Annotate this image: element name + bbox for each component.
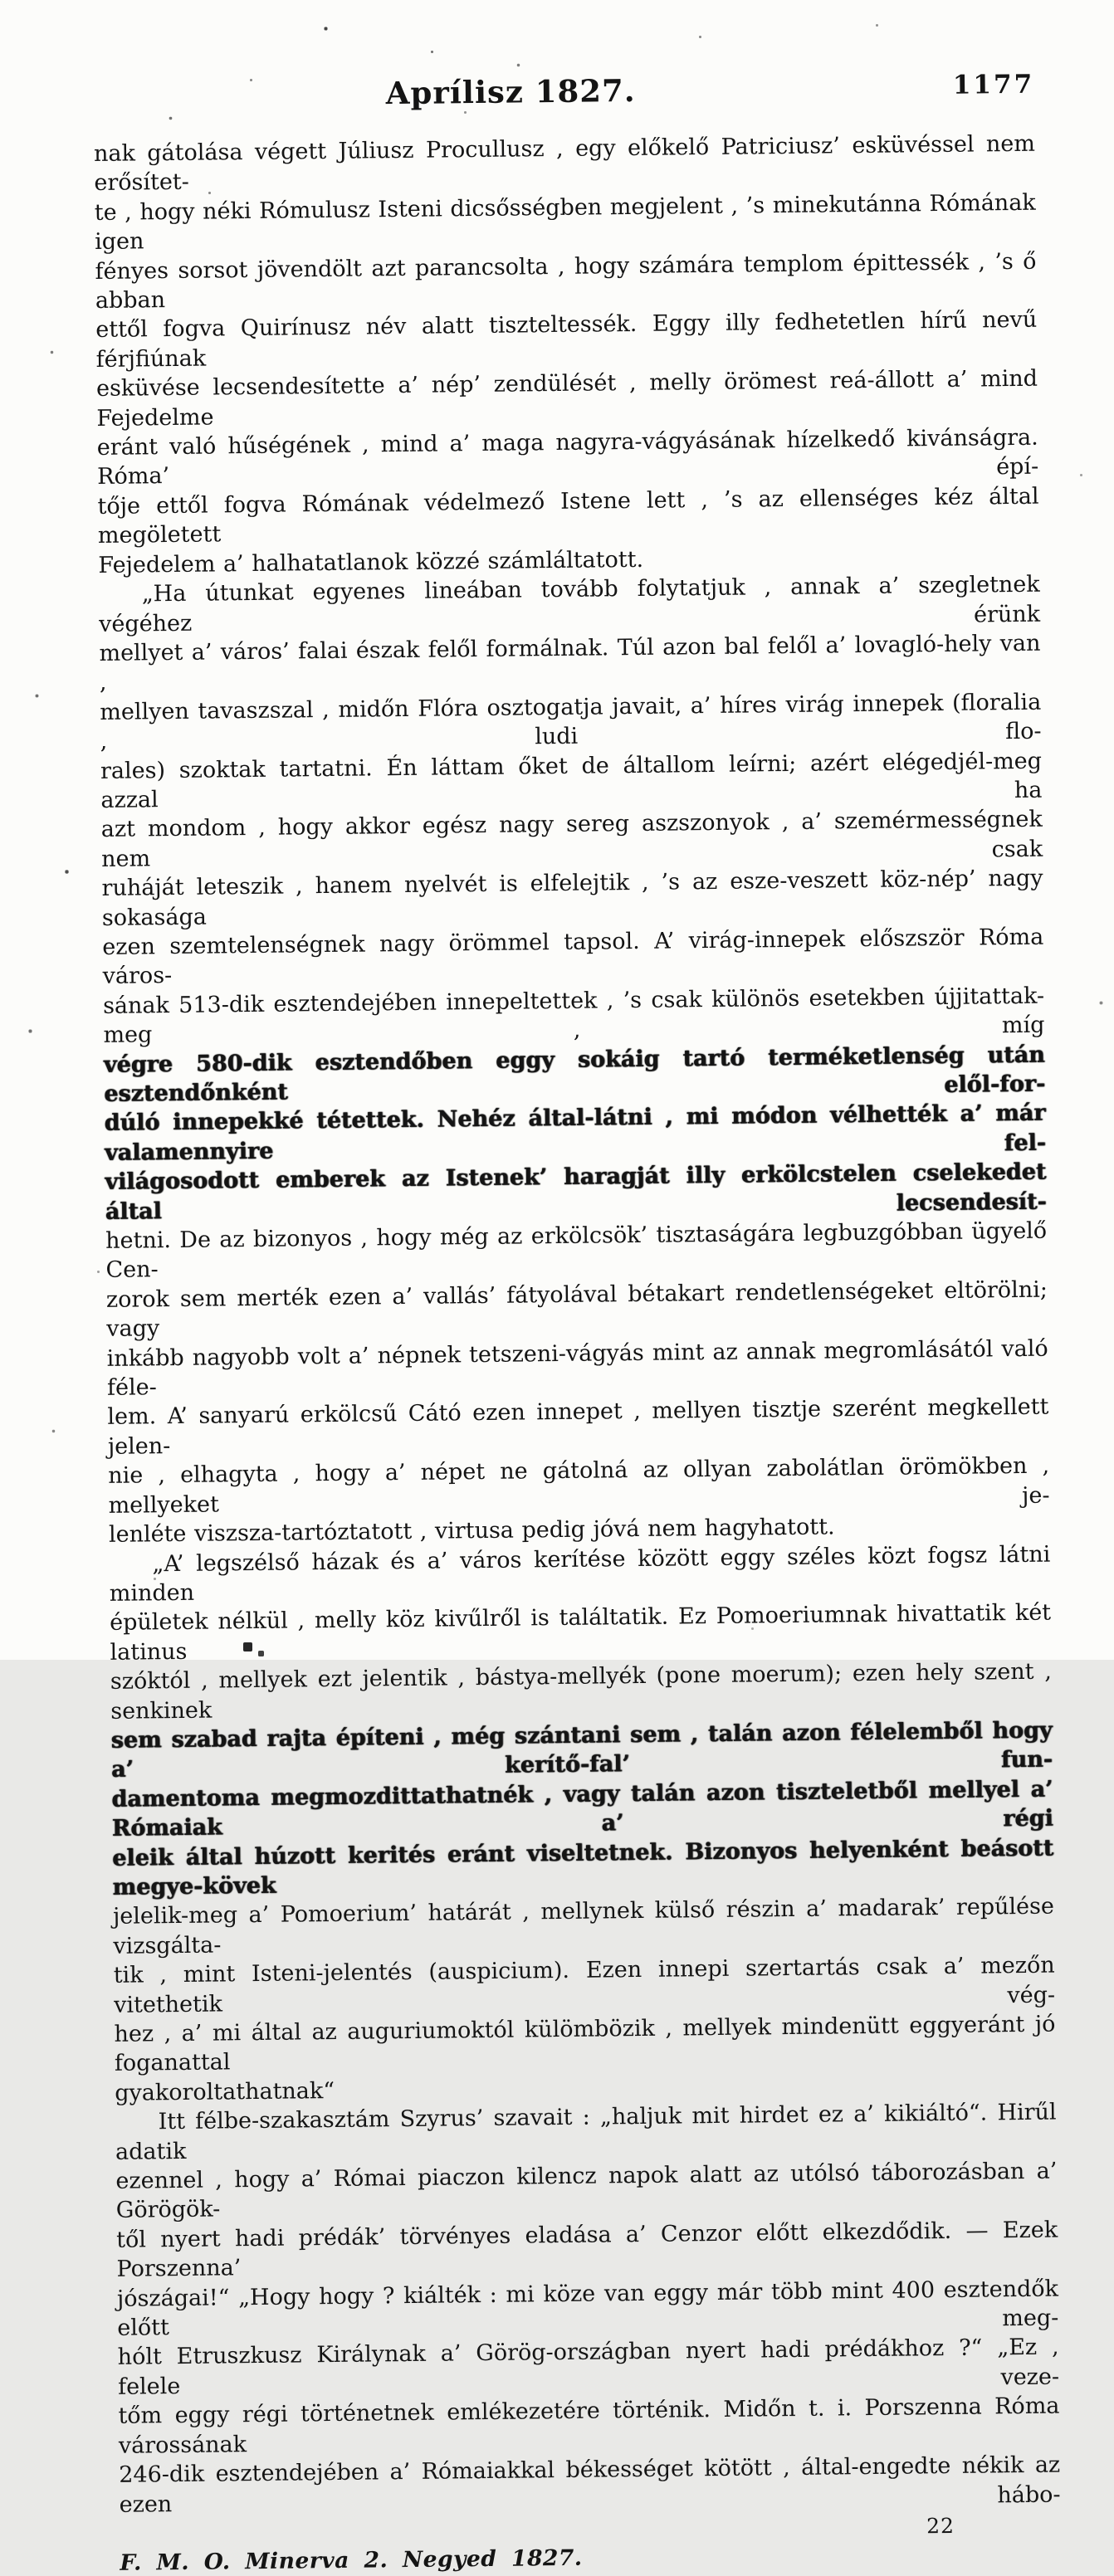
page-content [93,68,1062,2576]
signature-number: 22 [926,2513,955,2539]
text-line: nie , elhagyta , hogy a’ népet ne gátolná az ollyan zabolátlan örömökben , mellyeket je- [108,1452,1050,1519]
page-title: Aprílisz 1827. [385,71,636,112]
paragraph [94,129,1040,580]
text-line: hólt Etruszkusz Királynak a’ Görög-országban nyert hadi prédákhoz ?“ „Ez , felele veze- [117,2334,1060,2400]
page-number: 1177 [952,69,1035,100]
text-line: te , hogy néki Rómulusz Isteni dicsősségben megjelent , ’s minekutánna Rómának igen [94,189,1036,256]
text-line: épületek nélkül , melly köz kivűlről is találtatik. Ez Pomoeriumnak hivattatik két latinus [109,1599,1052,1666]
text-line: inkább nagyobb volt a’ népnek tetszeni-vágyás mint az annak megromlásától való féle- [106,1335,1048,1401]
text-line: ezennel , hogy a’ Római piaczon kilencz napok alatt az utólsó táborozásban a’ Görögök- [115,2158,1058,2224]
text-line: mellyen tavaszszal , midőn Flóra osztogatja javait, a’ híres virág innepek (floralia , ludi flo- [100,689,1042,755]
text-line: „A’ legszélső házak és a’ város kerítése között eggy széles közt fogsz látni minden [109,1541,1051,1607]
text-line: esküvése lecsendesítette a’ nép’ zendülését , melly örömest reá-állott a’ mind Fejedelme [95,365,1038,432]
text-line: sának 513-dik esztendejében innepeltettek , ’s csak különös esetekben újjitattak-meg , míg [102,983,1045,1049]
text-line: jószágai!“ „Hogy hogy ? kiálték : mi köze van eggy már több mint 400 esztendők előtt meg- [116,2276,1059,2341]
body-text [94,129,1061,2520]
text-line: ruháját leteszik , hanem nyelvét is elfelejtik , ’s az esze-veszett köz-nép’ nagy sokasága [101,865,1043,931]
text-line: rales) szoktak tartatni. Én láttam őket de általlom leírni; azért elégedjél-meg azzal ha [100,748,1043,813]
text-line: tik , mint Isteni-jelentés (auspicium). Ezen innepi szertartás csak a’ mezőn vitethetik vég- [113,1952,1056,2018]
text-line: Itt félbe-szakasztám Szyrus’ szavait : „haljuk mit hirdet ez a’ kikiáltó“. Hirűl adatik [115,2099,1057,2165]
text-line: gyakoroltathatnak“ [115,2077,335,2106]
text-line: fényes sorsot jövendölt azt parancsolta , hogy számára templom épittessék , ’s ő abban [95,248,1037,315]
text-line: azt mondom , hogy akkor egész nagy sereg aszszonyok , a’ szemérmességnek nem csak [100,807,1043,872]
text-line: szóktól , mellyek ezt jelentik , bástya-mellyék (pone moerum); ezen hely szent , senkinek [110,1658,1053,1725]
text-line: világosodott emberek az Istenek’ haragját illy erkölcstelen cselekedet által lecsendesít- [105,1159,1047,1225]
text-line: hez , a’ mi által az auguriumoktól külömbözik , mellyek mindenütt eggyeránt jó foganattal [114,2011,1056,2077]
paragraph [115,2098,1060,2520]
text-line: lem. A’ sanyarú erkölcsű Cátó ezen innepet , mellyen tisztje szerént megkellett jelen- [107,1394,1049,1460]
text-line: jelelik-meg a’ Pomoerium’ határát , mellynek külső részin a’ madarak’ repűlése vizsgálta- [112,1893,1055,1959]
page-header [93,68,1035,133]
paragraph [99,570,1051,1550]
ink-speckles [0,0,1,1]
text-line: 246-dik esztendejében a’ Rómaiakkal békességet kötött , által-engedte nékik az ezen hábo- [119,2452,1061,2518]
text-line: lenléte viszsza-tartóztatott , virtusa pedig jóvá nem hagyhatott. [108,1514,835,1548]
text-line: eleik által húzott kerités eránt viseltetnek. Bizonyos helyenként beásott megye-kövek [112,1835,1054,1900]
text-line: damentoma megmozdittathatnék , vagy talán azon tiszteletből mellyel a’ Rómaiak a’ régi [111,1776,1053,1842]
text-line: sem szabad rajta építeni , még szántani sem , talán azon félelemből hogy a’ kerítő-fal’ fun- [110,1717,1053,1783]
footer-imprint: F. M. O. Minerva 2. Negyed 1827. [120,2544,583,2576]
text-line: Fejedelem a’ halhatatlanok közzé számláltatott. [98,546,644,578]
text-line: ettől fogva Quirínusz név alatt tiszteltessék. Eggy illy fedhetetlen hírű nevű férjfiúnak [95,307,1038,373]
text-line: dúló innepekké tétettek. Nehéz által-látni , mi módon vélhették a’ már valamennyire fel- [104,1100,1047,1166]
text-line: től nyert hadi prédák’ törvényes eladása a’ Cenzor előtt elkezdődik. — Ezek Porszenna’ [116,2217,1058,2283]
text-line: eránt való hűségének , mind a’ maga nagyra-vágyásának hízelkedő kivánságra. Róma’ épí- [96,424,1039,490]
text-line: mellyet a’ város’ falai észak felől formálnak. Túl azon bal felől a’ lovagló-hely van , [99,630,1041,696]
paragraph [109,1539,1056,2108]
text-line: végre 580-dik esztendőben eggy sokáig tartó terméketlenség után esztendőnként elől-for- [103,1042,1046,1107]
text-line: nak gátolása végett Júliusz Procullusz , egy előkelő Patriciusz’ esküvéssel nem erősítet- [93,130,1036,197]
text-line: tője ettől fogva Rómának védelmező Istene lett , ’s az ellenséges kéz által megöletett [97,483,1039,549]
text-line: hetni. De az bizonyos , hogy még az erkölcsök’ tisztaságára legbuzgóbban ügyelő Cen- [105,1217,1048,1284]
text-line: „Ha útunkat egyenes lineában tovább folytatjuk , annak a’ szegletnek végéhez érünk [98,571,1041,637]
text-line: ezen szemtelenségnek nagy örömmel tapsol. A’ virág-innepek előszször Róma város- [102,924,1044,990]
text-line: zorok sem merték ezen a’ vallás’ fátyolával bétakart rendetlenségeket eltörölni; vagy [105,1276,1048,1343]
text-line: tőm eggy régi történetnek emlékezetére történik. Midőn t. i. Porszenna Róma várossának [118,2393,1060,2459]
